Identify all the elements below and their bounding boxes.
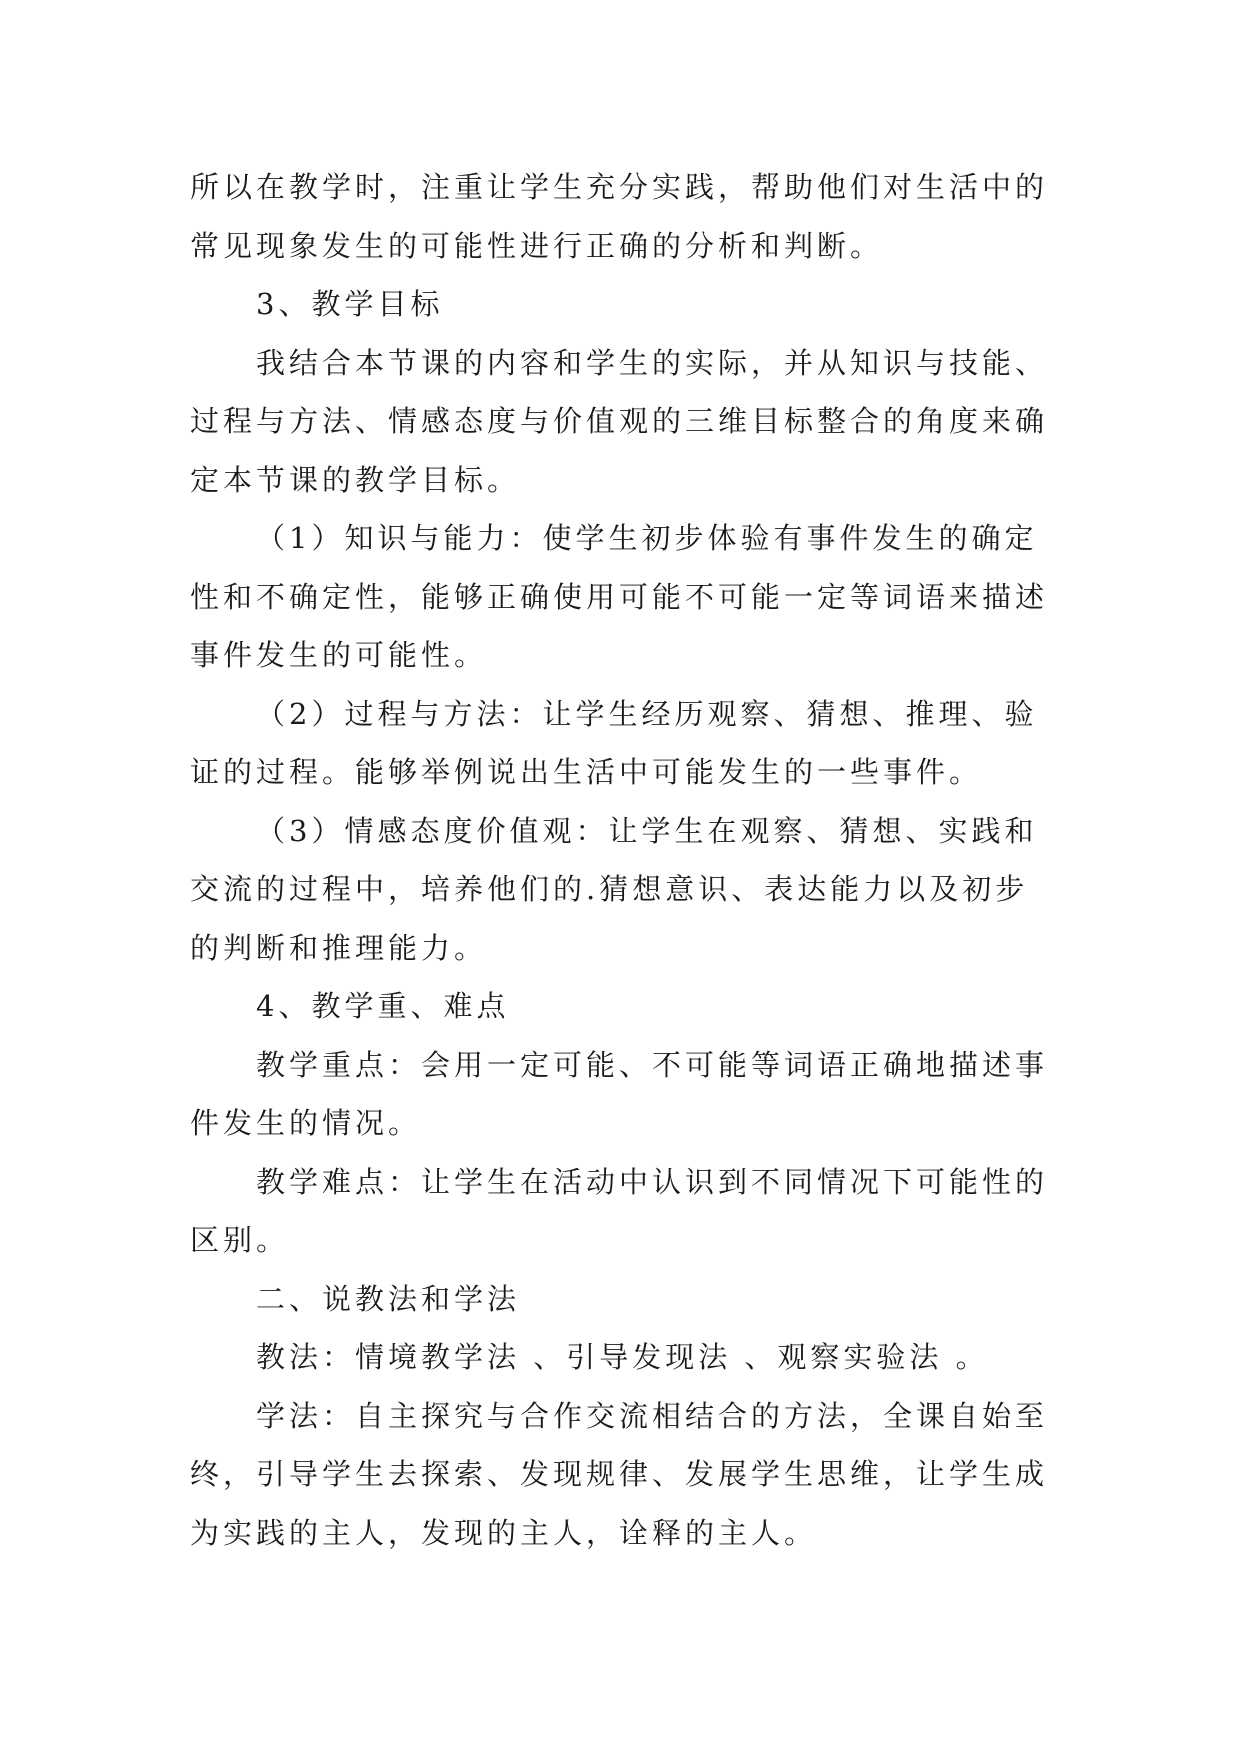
section-heading: 3、教学目标 (256, 287, 444, 321)
section-heading: 二、说教法和学法 (256, 1281, 521, 1316)
text-line: 定本节课的教学目标。 (190, 462, 521, 497)
text-line: 常见现象发生的可能性进行正确的分析和判断。 (190, 228, 884, 263)
text-line: 教学重点：会用一定可能、不可能等词语正确地描述事 (256, 1047, 1049, 1082)
document-body (190, 158, 1060, 1562)
text-line: （3）情感态度价值观：让学生在观察、猜想、实践和 (256, 813, 1038, 848)
text-line: 过程与方法、情感态度与价值观的三维目标整合的角度来确 (190, 404, 1049, 438)
text-line: 学法：自主探究与合作交流相结合的方法，全课自始至 (256, 1398, 1049, 1433)
text-line: 证的过程。能够举例说出生活中可能发生的一些事件。 (190, 755, 983, 789)
text-line: 为实践的主人，发现的主人，诠释的主人。 (190, 1515, 818, 1550)
text-line: 所以在教学时，注重让学生充分实践，帮助他们对生活中的 (190, 170, 1049, 204)
text-line: 的判断和推理能力。 (190, 930, 488, 965)
text-line: 教学难点：让学生在活动中认识到不同情况下可能性的 (256, 1164, 1049, 1199)
text-line: 区别。 (190, 1223, 290, 1257)
text-line: 性和不确定性，能够正确使用可能不可能一定等词语来描述 (190, 579, 1049, 614)
text-line: 件发生的情况。 (190, 1106, 422, 1140)
text-line: 教法：情境教学法 、引导发现法 、观察实验法 。 (256, 1340, 989, 1374)
text-line: （2）过程与方法：让学生经历观察、猜想、推理、验 (256, 696, 1038, 731)
text-line: 事件发生的可能性。 (190, 638, 488, 672)
section-heading: 4、教学重、难点 (256, 989, 510, 1023)
text-line: （1）知识与能力：使学生初步体验有事件发生的确定 (256, 521, 1038, 555)
text-line: 终，引导学生去探索、发现规律、发展学生思维，让学生成 (190, 1457, 1049, 1491)
text-line: 我结合本节课的内容和学生的实际，并从知识与技能、 (256, 345, 1049, 380)
text-line: 交流的过程中，培养他们的.猜想意识、表达能力以及初步 (190, 872, 1029, 906)
